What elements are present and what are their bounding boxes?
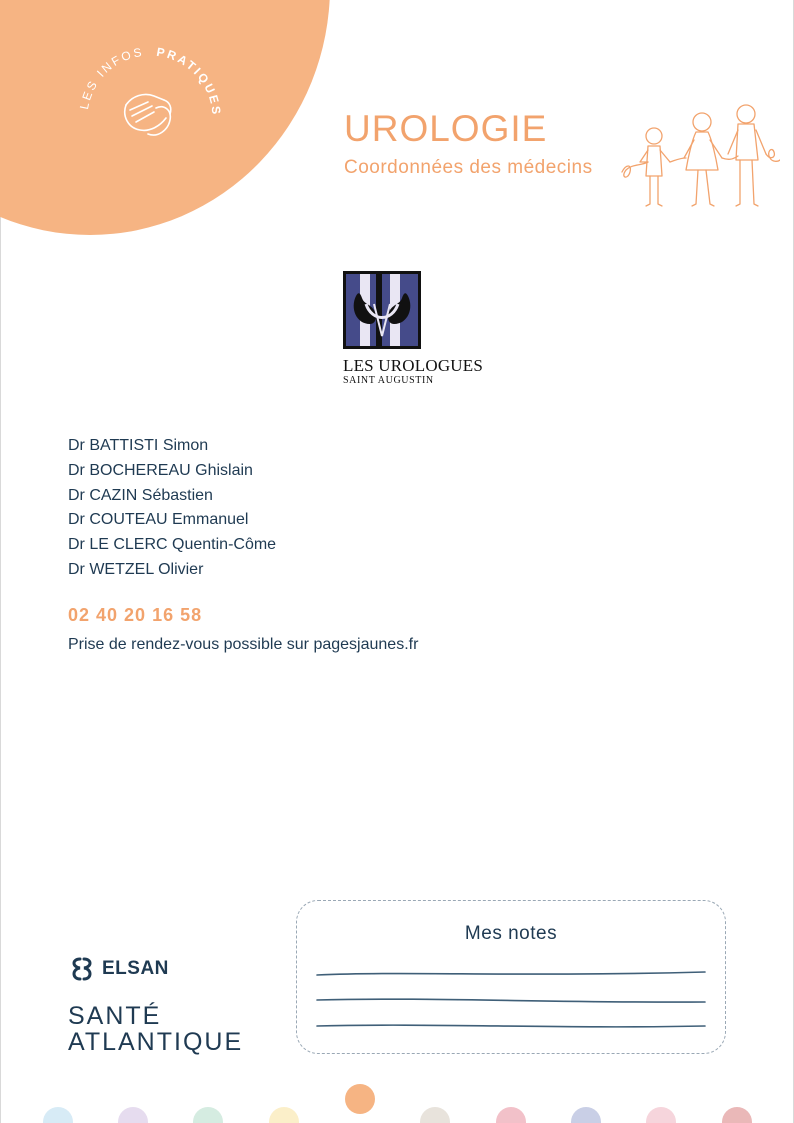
dot xyxy=(496,1107,526,1123)
doctor-item: Dr BATTISTI Simon xyxy=(68,437,209,454)
doctor-item: Dr COUTEAU Emmanuel xyxy=(68,511,249,529)
badge-text-bold: PRATIQUES xyxy=(155,44,224,118)
doctor-item: Dr BOCHEREAU Ghislain xyxy=(68,461,253,479)
dot xyxy=(571,1107,601,1123)
dot xyxy=(722,1107,752,1123)
dot xyxy=(420,1107,450,1123)
doctor-item: Dr CAZIN Sébastien xyxy=(68,486,213,504)
dot xyxy=(193,1107,223,1123)
page-subtitle: Coordonnées des médecins xyxy=(344,157,593,178)
dot xyxy=(43,1107,73,1123)
dot xyxy=(646,1107,676,1123)
dot xyxy=(118,1107,148,1123)
notes-lines xyxy=(313,961,709,1036)
elsan-text: ELSAN xyxy=(102,958,169,979)
logo-subtitle: SAINT AUGUSTIN xyxy=(343,375,434,386)
family-drawing-icon xyxy=(618,100,780,212)
doctor-list xyxy=(68,434,276,583)
notes-title: Mes notes xyxy=(464,923,558,944)
page-title: UROLOGIE xyxy=(344,108,548,149)
sante-atlantique-logo xyxy=(68,1003,243,1055)
phone-number: 02 40 20 16 58 xyxy=(68,605,203,625)
elsan-logo xyxy=(68,955,169,983)
sante-line: SANTÉ xyxy=(68,1002,162,1030)
urologues-logo xyxy=(343,271,421,349)
booking-info: Prise de rendez-vous possible sur pagesjaunes.fr xyxy=(68,636,419,653)
dot xyxy=(345,1084,375,1114)
elsan-mark-icon xyxy=(68,956,96,982)
doctor-item: Dr WETZEL Olivier xyxy=(68,560,204,578)
infos-pratiques-badge xyxy=(60,30,240,180)
doctor-item: Dr LE CLERC Quentin-Côme xyxy=(68,536,277,554)
hands-icon xyxy=(125,94,171,135)
badge-text-light: LES INFOS xyxy=(77,44,145,111)
dot xyxy=(269,1107,299,1123)
notes-box xyxy=(296,900,726,1054)
atlantique-line: ATLANTIQUE xyxy=(68,1028,244,1056)
logo-name: LES UROLOGUES xyxy=(343,356,484,375)
